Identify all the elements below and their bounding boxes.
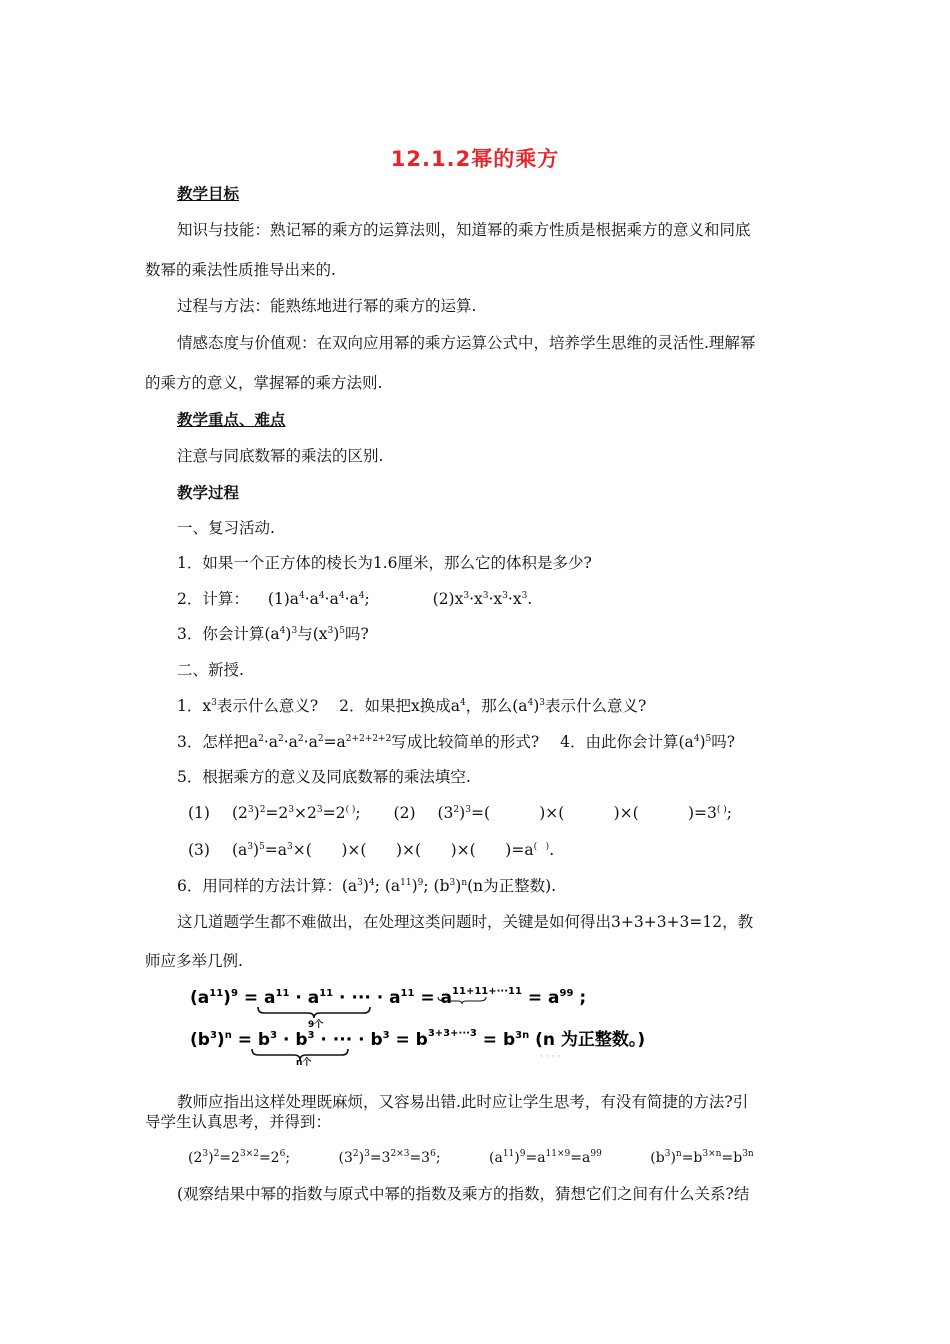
q2-part-a: $(1)a^4\cdot a^4\cdot a^4\cdot a^4$; xyxy=(267,590,370,608)
goal-attitude-line2: 的乘方的意义，掌握幂的乘方法则. xyxy=(145,374,383,392)
paragraph-teacher-line1: 教师应指出这样处理既麻烦，又容易出错.此时应让学生思考，有没有简捷的方法?引 xyxy=(177,1093,749,1111)
heading-teaching-process: 教学过程 xyxy=(177,484,240,502)
formula-line-a: $(a^{11})^9 = a^{11} \cdot a^{11}$ · ··· · $a^{11} = a^{11+11+\cdot\cdot\cdot 11} = a^{99}$ ; xyxy=(190,986,587,1008)
goal-attitude-line1: 情感态度与价值观：在双向应用幂的乘方运算公式中，培养学生思维的灵活性.理解幂 xyxy=(177,334,756,352)
paragraph-analysis-line1: 这几道题学生都不难做出，在处理这类问题时，关键是如何得出3+3+3+3=12，教 xyxy=(177,913,754,931)
paragraph-analysis-line2: 师应多举几例. xyxy=(145,952,243,970)
formula-line-b: $(b^3)^n = b^3 \cdot b^3$ · ··· · $b^3 = b^{3+3+\cdot\cdot\cdot 3} = b^{3n}$ (n 为正整数。) xyxy=(190,1028,646,1050)
brace-b-label: n个 xyxy=(296,1058,312,1068)
brace-a xyxy=(258,1007,370,1018)
results-line: $(2^3)^2=2^{3\times 2}=2^6$; $(3^2)^3=3^{2\times 3}=3^6$; $(a^{11})^9=a^{11\times 9}=a^{99}$ $(b^3)^n=b^{3\times n}=b^{3n}$ xyxy=(188,1149,754,1166)
section-review: 一、复习活动. xyxy=(177,519,275,537)
goal-knowledge-line2: 数幂的乘法性质推导出来的. xyxy=(145,261,336,279)
q2-part-b: $(2)x^3\cdot x^3\cdot x^3\cdot x^3$. xyxy=(432,590,533,608)
paragraph-teacher-line2: 导学生认真思考，并得到： xyxy=(145,1113,332,1131)
brace-a-label: 9个 xyxy=(308,1020,324,1030)
heading-key-points: 教学重点、难点 xyxy=(177,411,286,429)
faint-mark: · · · · xyxy=(540,1052,561,1062)
heading-teaching-goals: 教学目标 xyxy=(177,185,240,203)
q2-label: 2．计算： xyxy=(177,590,249,608)
new-question-6: 6．用同样的方法计算：$(a^3)^4$; $(a^{11})^9$; $(b^3)^n(n$为正整数). xyxy=(177,877,557,895)
fill-blank-3: (3) $(a^3)^5=a^3\times$( )×( )×( )×( )=a( ). xyxy=(188,841,555,859)
review-question-2 xyxy=(177,589,532,609)
goal-knowledge-line1: 知识与技能：熟记幂的乘方的运算法则，知道幂的乘方性质是根据乘方的意义和同底 xyxy=(177,221,751,239)
section-new-lesson: 二、新授. xyxy=(177,661,244,679)
paragraph-observe: (观察结果中幂的指数与原式中幂的指数及乘方的指数，猜想它们之间有什么关系?结 xyxy=(177,1185,750,1203)
new-question-3-4: 3．怎样把$a^2\cdot a^2\cdot a^2\cdot a^2=a^{2+2+2+2}$写成比较简单的形式? 4．由此你会计算$(a^4)^5$吗? xyxy=(177,733,736,751)
page-title: 12.1.2幂的乘方 xyxy=(390,147,560,171)
new-question-1-2: 1．$x^3$表示什么意义? 2．如果把x换成$a^4$，那么$(a^4)^3$表示什么意义? xyxy=(177,697,647,715)
goal-process: 过程与方法：能熟练地进行幂的乘方的运算. xyxy=(177,297,477,315)
key-point-text: 注意与同底数幂的乘法的区别. xyxy=(177,447,384,465)
new-question-5: 5．根据乘方的意义及同底数幂的乘法填空. xyxy=(177,768,471,786)
fill-blank-1-2: (1) $(2^3)^2=2^3\times 2^3=2^{( )}$; (2) $(3^2)^3=$( )×( )×( )=3( ); xyxy=(188,804,732,822)
review-question-3: 3．你会计算$(a^4)^3$与$(x^3)^5$吗? xyxy=(177,625,369,643)
review-question-1: 1．如果一个正方体的棱长为1.6厘米，那么它的体积是多少? xyxy=(177,554,592,572)
